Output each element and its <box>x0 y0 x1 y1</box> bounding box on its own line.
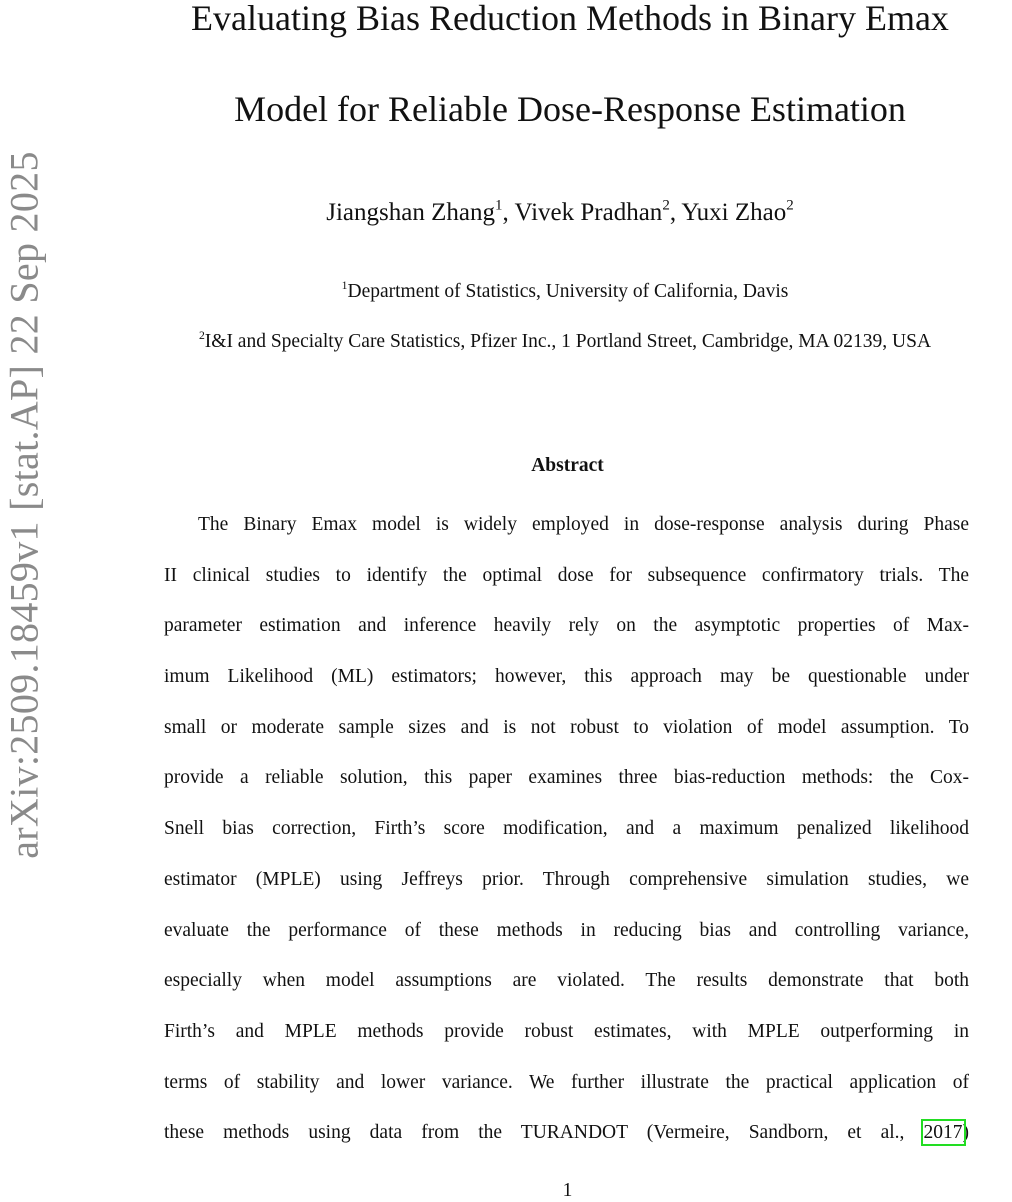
page-number: 1 <box>562 1180 573 1201</box>
citation-link-2017[interactable]: 2017 <box>923 1122 963 1144</box>
paper-title-line-2: Model for Reliable Dose-Response Estimation <box>234 89 906 129</box>
paper-title-line-1: Evaluating Bias Reduction Methods in Binary Emax <box>191 0 949 38</box>
abstract-line: II clinical studies to identify the optimal dose for subsequence confirmatory trials. The <box>164 564 969 586</box>
abstract-line: terms of stability and lower variance. We further illustrate the practical application of <box>164 1071 969 1093</box>
author: Vivek Pradhan$^2$, <box>514 197 682 226</box>
affiliation-1: $^1$Department of Statistics, University of California, Davis <box>341 278 789 302</box>
abstract-line: Snell bias correction, Firth’s score modification, and a maximum penalized likelihood <box>164 818 969 840</box>
affiliation-mark: 1 <box>494 197 503 214</box>
abstract-line: estimator (MPLE) using Jeffreys prior. Through comprehensive simulation studies, we <box>164 868 969 890</box>
abstract-line: especially when model assumptions are violated. The results demonstrate that both <box>164 970 969 992</box>
affiliation-mark: 2 <box>662 197 670 214</box>
affiliation-2: $^2$I&I and Specialty Care Statistics, Pfizer Inc., 1 Portland Street, Cambridge, MA 02139, USA <box>198 328 932 352</box>
abstract-body <box>164 512 969 1171</box>
abstract-line: these methods using data from the TURANDOT (Vermeire, Sandborn, et al., 2017) <box>164 1122 969 1144</box>
abstract-line: imum Likelihood (ML) estimators; however, this approach may be questionable under <box>164 666 969 688</box>
abstract-heading: Abstract <box>531 455 604 476</box>
abstract-line: provide a reliable solution, this paper examines three bias-reduction methods: the Cox- <box>164 767 969 789</box>
author-list <box>110 199 1010 227</box>
abstract-line: small or moderate sample sizes and is not robust to violation of model assumption. To <box>164 716 969 738</box>
author: Jiangshan Zhang$^1$, <box>326 197 515 226</box>
affiliation-mark: 1 <box>341 278 348 292</box>
arxiv-stamp-text: arXiv:2509.18459v1 [stat.AP] 22 Sep 2025 <box>1 151 47 859</box>
abstract-line: evaluate the performance of these methods in reducing bias and controlling variance, <box>164 919 969 941</box>
affiliation-mark: 2 <box>786 197 794 214</box>
abstract-line: The Binary Emax model is widely employed in dose-response analysis during Phase <box>198 514 969 535</box>
affiliation-mark: 2 <box>198 328 205 342</box>
abstract-line: Firth’s and MPLE methods provide robust estimates, with MPLE outperforming in <box>164 1020 969 1042</box>
author: Yuxi Zhao$^2$ <box>681 197 794 226</box>
arxiv-identifier-stamp <box>2 150 46 860</box>
abstract-line: parameter estimation and inference heavily rely on the asymptotic properties of Max- <box>164 615 969 637</box>
